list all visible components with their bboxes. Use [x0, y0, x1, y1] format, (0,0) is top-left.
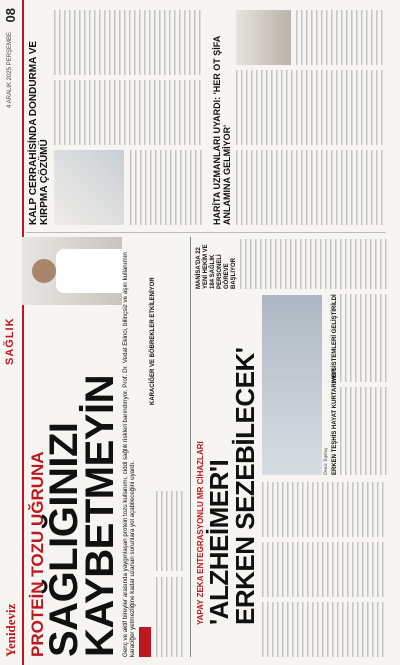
side-story-1-headline: KALP CERRAHİSİNDA DONDURMA VE KIRPMA ÇÖZÜMÜ — [28, 40, 50, 225]
side-story-1-column-1 — [54, 80, 204, 145]
person-coat — [56, 249, 122, 293]
lead-kicker: PROTEİN TOZU UĞRUNA — [28, 451, 47, 657]
lead-headline-line2: KAYBETMEYİN — [78, 375, 122, 657]
second-body-column-4 — [340, 387, 387, 475]
side-story-3-column — [240, 239, 387, 289]
second-body-column-3 — [262, 482, 387, 537]
page-header — [0, 0, 24, 665]
doctor-photo — [22, 237, 122, 305]
second-body-column-1 — [262, 602, 387, 657]
story-divider — [190, 237, 191, 657]
lead-standfirst: Genç ve aktif bireyler arasında yaygınlaşan protein tozu kullanımı, ciddi sağlık riskleri barındırıyor. Prof. Dr. Vedat Ekinci, bilinçsiz ve aşırı kullanımın karaciğer yetmezliğine kadar uzanan sorunlara yol açabileceğini uyardı. — [122, 252, 137, 657]
side-story-1-photo — [54, 150, 124, 225]
side-story-1-column-2 — [54, 10, 204, 75]
side-story-2-photo — [236, 10, 291, 65]
side-story-2-column-1 — [236, 150, 386, 225]
section-title: SAĞLIK — [4, 317, 16, 365]
second-headline-line2: ERKEN SEZEBİLECEK' — [230, 347, 260, 625]
mr-device-photo — [262, 295, 322, 475]
second-headline-line1: 'ALZHEİMER'I — [204, 459, 234, 625]
person-head — [32, 259, 56, 283]
lead-headline-line1: SAĞLIĞINIZI — [42, 422, 86, 657]
newspaper-logo: Yenideviz — [3, 603, 18, 657]
lead-subhead: KARACİĞER VE BÖBREKLER ETKİLENİYOR — [150, 277, 156, 405]
side-story-2-column-3 — [296, 10, 386, 65]
issue-date: 4 ARALIK 2025 PERŞEMBE — [7, 32, 13, 109]
second-body-column-2 — [262, 542, 387, 597]
side-story-2-headline: HARİTA UZMANLARI UYARDI: 'HER OT ŞİFA ANLAMINA GELMİYOR' — [212, 36, 232, 225]
second-body-column-5 — [340, 294, 387, 382]
lead-body-column-1 — [156, 577, 186, 657]
photo-caption: Deniz Topbaş — [324, 447, 329, 475]
second-subhead: ERKEN TEŞHİS HAYAT KURTARIYOR — [332, 368, 338, 475]
side-story-3-headline: MANİSA'DA 22 YENİ HEKİM VE 184 SAĞLIK PERSONELİ GÖREVE BAŞLIYOR — [196, 244, 237, 289]
page-number: 08 — [3, 8, 18, 23]
lead-body-column-2 — [156, 491, 186, 571]
column-divider — [26, 232, 386, 233]
lead-marker — [139, 627, 151, 657]
side-story-1-column-3 — [130, 150, 205, 225]
second-kicker: YAPAY ZEKA ENTEGRASYONLU MR CİHAZLARI — [196, 441, 205, 625]
side-story-2-column-2 — [236, 70, 386, 145]
second-box-title: MR SİSTEMLERİ GELİŞTİRİLDİ — [332, 294, 338, 382]
